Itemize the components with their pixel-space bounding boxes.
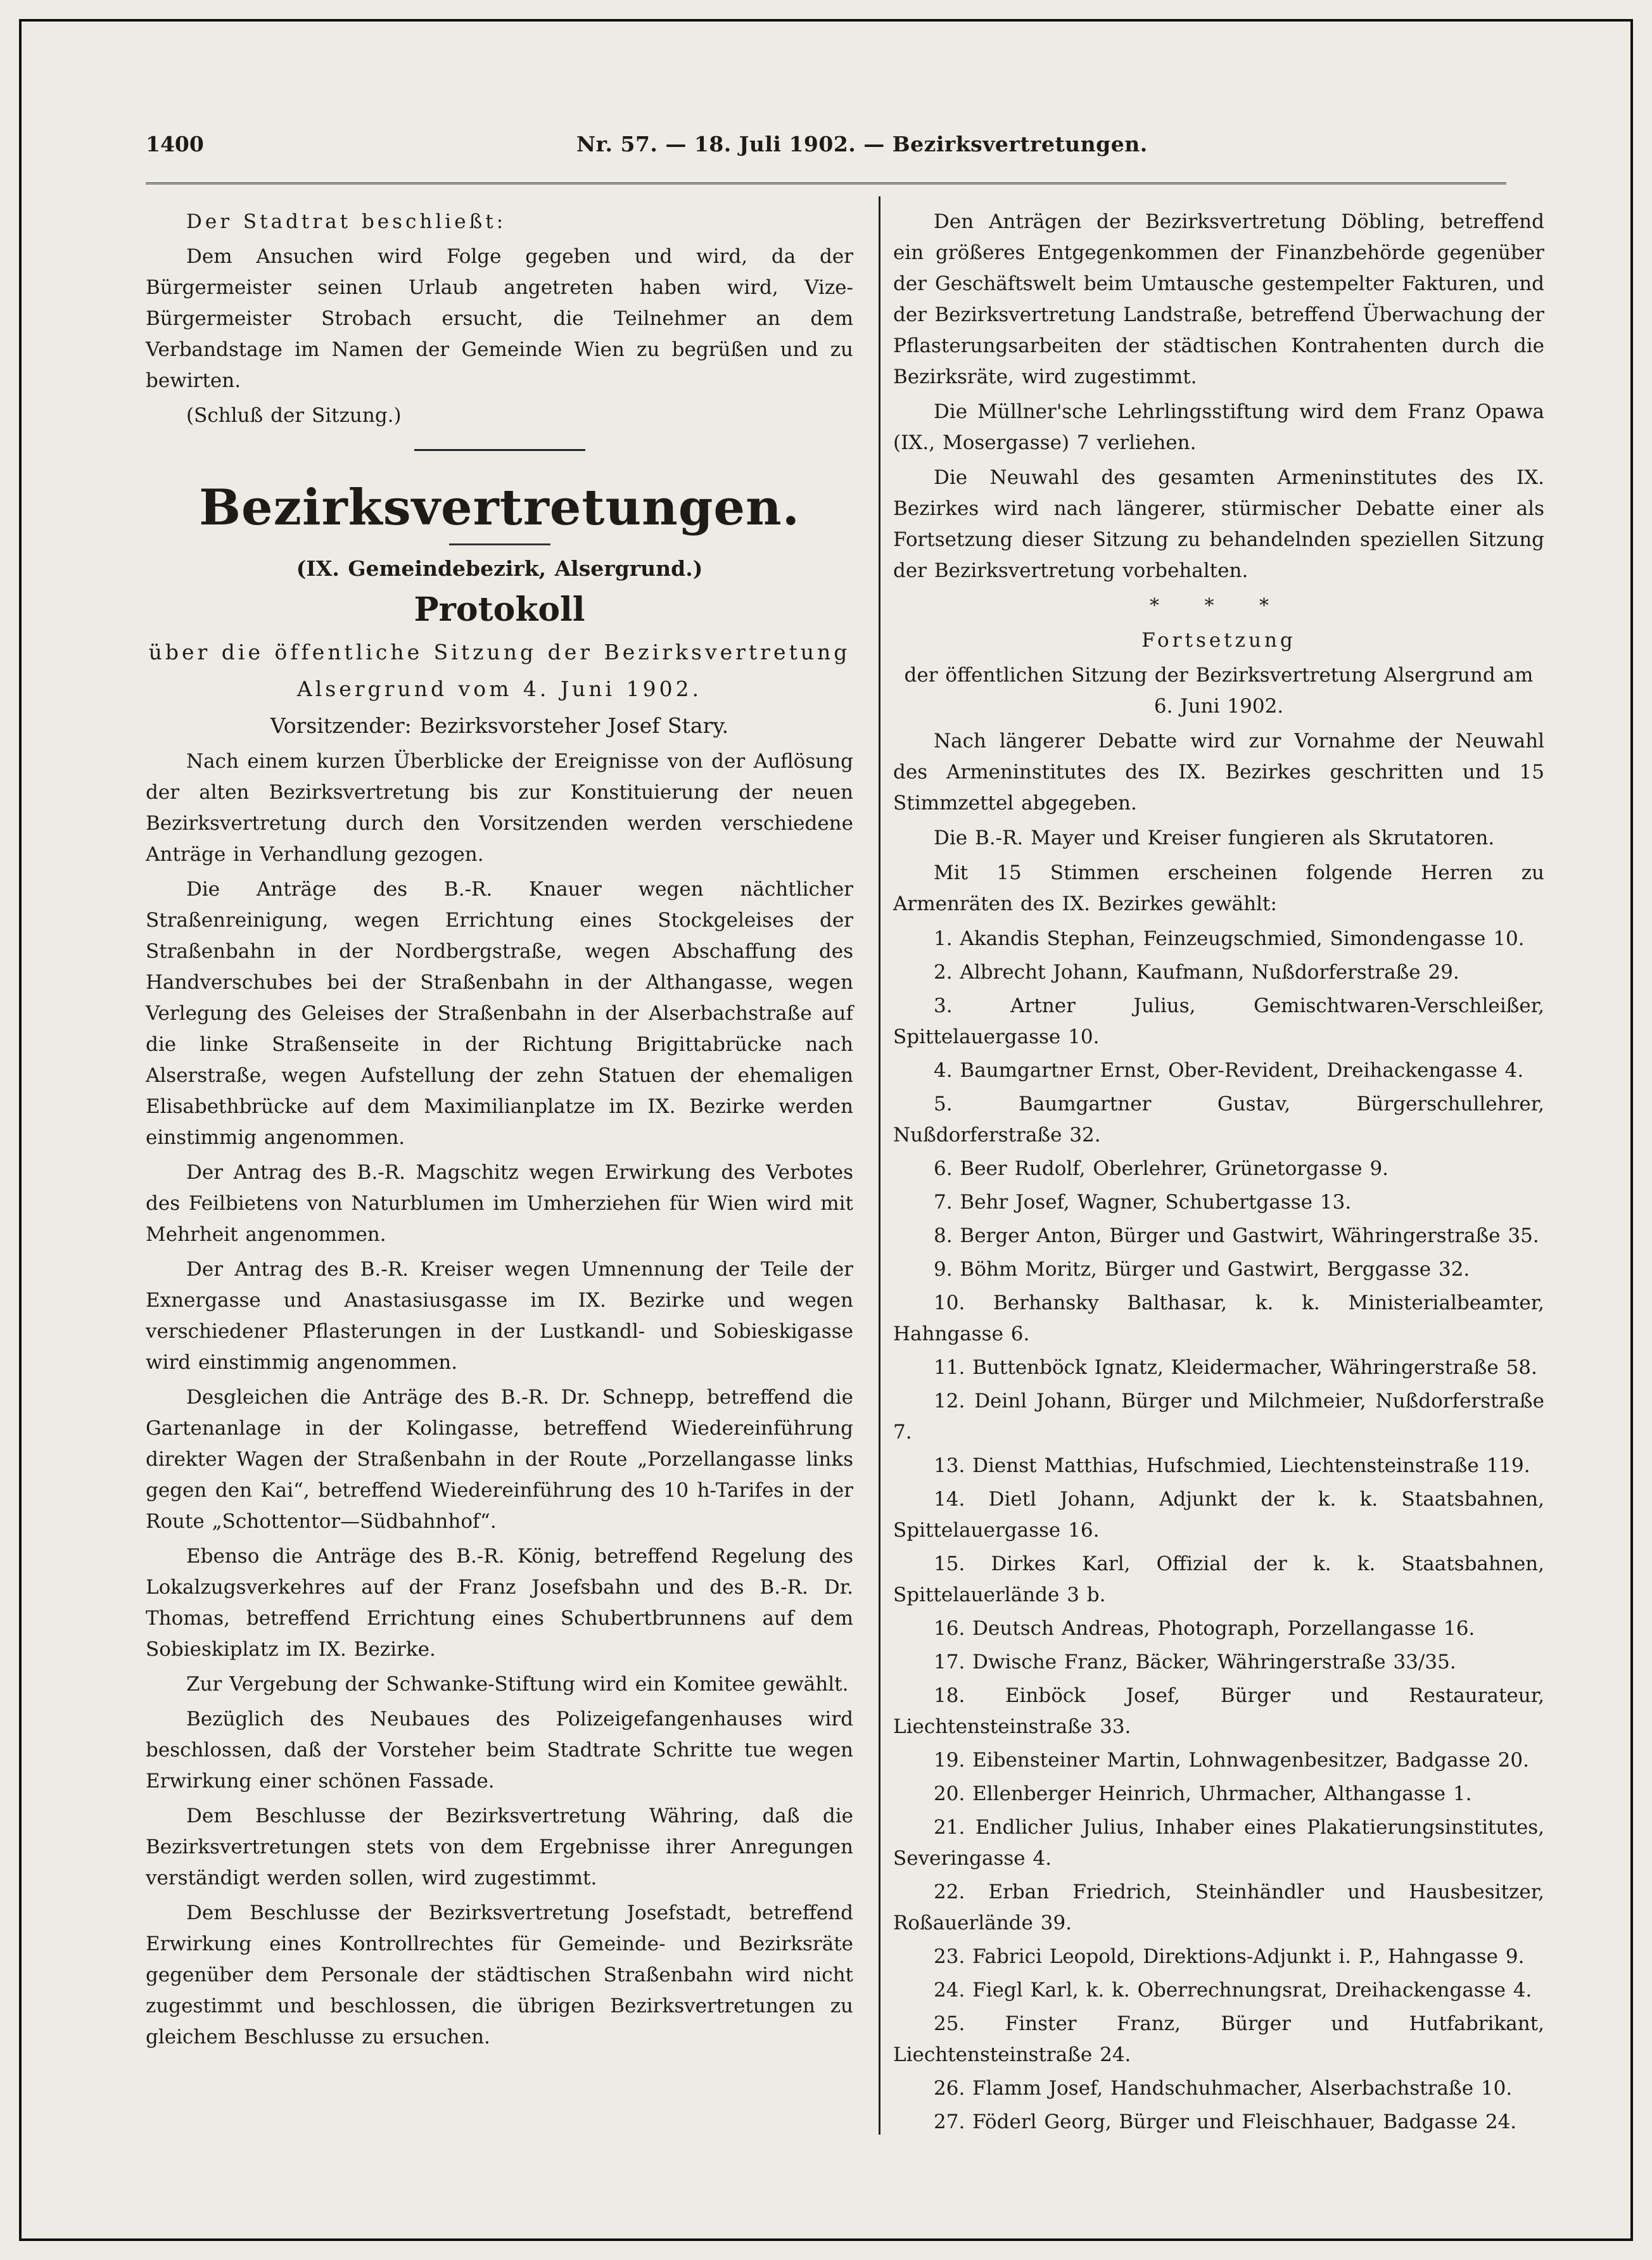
list-item: 18. Einböck Josef, Bürger und Restaurateur, Liechtensteinstraße 33. xyxy=(893,1684,1544,1738)
paragraph: Nach einem kurzen Überblicke der Ereignisse von der Auflösung der alten Bezirksvertretung bis zur Konstituierung der neuen Bezirksvertretung durch den Vorsitzenden werden verschiedene Anträge in Verhandlung gezogen. xyxy=(146,750,853,866)
newspaper-page xyxy=(19,19,1633,2241)
section-rule xyxy=(414,449,585,451)
paragraph: Die Anträge des B.-R. Knauer wegen nächtlicher Straßenreinigung, wegen Errichtung eines Stockgeleises der Straßenbahn in der Nordbergstraße, wegen Abschaffung des Handverschubes bei der Straßenbahn in der Althangasse, wegen Verlegung des Geleises der Straßenbahn in der Alserbachstraße auf die linke Straßenseite in der Richtung Brigittabrücke nach Alserstraße, wegen Aufstellung der zehn Statuen der ehemaligen Elisabethbrücke auf dem Maximilianplatze im IX. Bezirke werden einstimmig angenommen. xyxy=(146,878,853,1149)
list-item: 25. Finster Franz, Bürger und Hutfabrikant, Liechtensteinstraße 24. xyxy=(893,2012,1544,2066)
title-rule xyxy=(449,543,550,545)
section-title: Bezirksvertretungen. xyxy=(199,479,800,536)
list-item: 7. Behr Josef, Wagner, Schubertgasse 13. xyxy=(934,1191,1352,1214)
list-item: 14. Dietl Johann, Adjunkt der k. k. Staatsbahnen, Spittelauergasse 16. xyxy=(893,1488,1544,1542)
paragraph: Die B.-R. Mayer und Kreiser fungieren als Skrutatoren. xyxy=(934,827,1495,849)
paragraph: Den Anträgen der Bezirksvertretung Döbling, betreffend ein größeres Entgegenkommen der Finanzbehörde gegenüber der Geschäftswelt beim Umtausche gestempelter Fakturen, und der Bezirksvertretung Landstraße, betreffend Überwachung der Pflasterungsarbeiten der städtischen Kontrahenten durch die Bezirksräte, wird zugestimmt. xyxy=(893,210,1544,388)
list-item: 4. Baumgartner Ernst, Ober-Revident, Dreihackengasse 4. xyxy=(934,1059,1524,1082)
paragraph: Die Neuwahl des gesamten Armeninstitutes des IX. Bezirkes wird nach längerer, stürmischer Debatte einer als Fortsetzung dieser Sitzung zu behandelnden speziellen Sitzung der Bezirksvertretung vorbehalten. xyxy=(893,466,1544,582)
list-item: 8. Berger Anton, Bürger und Gastwirt, Währingerstraße 35. xyxy=(934,1224,1539,1247)
list-item: 13. Dienst Matthias, Hufschmied, Liechtensteinstraße 119. xyxy=(934,1454,1530,1477)
list-item: 11. Buttenböck Ignatz, Kleidermacher, Währingerstraße 58. xyxy=(934,1356,1537,1379)
section-stars: * * * xyxy=(1149,595,1288,617)
list-item: 10. Berhansky Balthasar, k. k. Ministerialbeamter, Hahngasse 6. xyxy=(893,1292,1544,1345)
protokoll-heading: Protokoll xyxy=(414,590,585,629)
list-item: 16. Deutsch Andreas, Photograph, Porzellangasse 16. xyxy=(934,1617,1475,1640)
intro-line-1: über die öffentliche Sitzung der Bezirksvertretung xyxy=(148,640,851,664)
session-end: (Schluß der Sitzung.) xyxy=(186,404,402,427)
list-item: 27. Föderl Georg, Bürger und Fleischhauer, Badgasse 24. xyxy=(934,2111,1517,2133)
page-number: 1400 xyxy=(146,132,204,156)
list-item: 21. Endlicher Julius, Inhaber eines Plakatierungsinstitutes, Severingasse 4. xyxy=(893,1816,1544,1870)
running-title: Nr. 57. — 18. Juli 1902. — Bezirksvertretungen. xyxy=(576,132,1148,156)
paragraph: Der Antrag des B.-R. Magschitz wegen Erwirkung des Verbotes des Feilbietens von Naturblumen im Umherziehen für Wien wird mit Mehrheit angenommen. xyxy=(146,1161,853,1246)
list-item: 6. Beer Rudolf, Oberlehrer, Grünetorgasse 9. xyxy=(934,1157,1389,1180)
list-item: 12. Deinl Johann, Bürger und Milchmeier, Nußdorferstraße 7. xyxy=(893,1390,1544,1444)
list-item: 5. Baumgartner Gustav, Bürgerschullehrer, Nußdorferstraße 32. xyxy=(893,1093,1544,1146)
list-item: 26. Flamm Josef, Handschuhmacher, Alserbachstraße 10. xyxy=(934,2077,1513,2100)
page-header xyxy=(146,132,1506,170)
stadtrat-heading: Der Stadtrat beschließt: xyxy=(186,210,507,233)
header-rule xyxy=(146,182,1506,191)
paragraph: Der Antrag des B.-R. Kreiser wegen Umnennung der Teile der Exnergasse und Anastasiusgasse im IX. Bezirke und wegen verschiedener Pflasterungen in der Lustkandl- und Sobieskigasse wird einstimmig angenommen. xyxy=(146,1258,853,1374)
list-item: 9. Böhm Moritz, Bürger und Gastwirt, Berggasse 32. xyxy=(934,1258,1470,1281)
list-item: 22. Erban Friedrich, Steinhändler und Hausbesitzer, Roßauerlände 39. xyxy=(893,1881,1544,1934)
paragraph: Desgleichen die Anträge des B.-R. Dr. Schnepp, betreffend die Gartenanlage in der Kolingasse, betreffend Wiedereinführung direkter Wagen der Straßenbahn in der Route „Porzellangasse links gegen den Kai“, betreffend Wiedereinführung des 10 h-Tarifes in der Route „Schottentor—Südbahnhof“. xyxy=(146,1386,853,1533)
fortsetzung-heading: Fortsetzung xyxy=(1141,629,1296,652)
paragraph: Bezüglich des Neubaues des Polizeigefangenhauses wird beschlossen, daß der Vorsteher beim Stadtrate Schritte tue wegen Erwirkung einer schönen Fassade. xyxy=(146,1708,853,1793)
intro-line-2: Alsergrund vom 4. Juni 1902. xyxy=(296,676,702,701)
list-item: 1. Akandis Stephan, Feinzeugschmied, Simondengasse 10. xyxy=(934,927,1525,950)
paragraph: Ebenso die Anträge des B.-R. König, betreffend Regelung des Lokalzugsverkehres auf der Franz Josefsbahn und des B.-R. Dr. Thomas, betreffend Errichtung eines Schubertbrunnens auf dem Sobieskiplatz im IX. Bezirke. xyxy=(146,1545,853,1661)
paragraph: Nach längerer Debatte wird zur Vornahme der Neuwahl des Armeninstitutes des IX. Bezirkes geschritten und 15 Stimmzettel abgegeben. xyxy=(893,730,1544,815)
list-item: 24. Fiegl Karl, k. k. Oberrechnungsrat, Dreihackengasse 4. xyxy=(934,1979,1532,2002)
fortsetzung-subheading: der öffentlichen Sitzung der Bezirksvertretung Alsergrund am 6. Juni 1902. xyxy=(904,664,1534,718)
list-item: 23. Fabrici Leopold, Direktions-Adjunkt i. P., Hahngasse 9. xyxy=(934,1945,1525,1968)
paragraph: Dem Beschlusse der Bezirksvertretung Währing, daß die Bezirksvertretungen stets von dem Ergebnisse ihrer Anregungen verständigt werden sollen, wird zugestimmt. xyxy=(146,1805,853,1889)
stadtrat-text: Dem Ansuchen wird Folge gegeben und wird, da der Bürgermeister seinen Urlaub angetreten haben wird, Vize-Bürgermeister Strobach ersucht, die Teilnehmer an dem Verbandstage im Namen der Gemeinde Wien zu begrüßen und zu bewirten. xyxy=(146,245,853,392)
column-divider xyxy=(879,196,880,2135)
chair-line: Vorsitzender: Bezirksvorsteher Josef Stary. xyxy=(270,713,729,738)
list-item: 19. Eibensteiner Martin, Lohnwagenbesitzer, Badgasse 20. xyxy=(934,1749,1529,1772)
list-item: 15. Dirkes Karl, Offizial der k. k. Staatsbahnen, Spittelauerlände 3 b. xyxy=(893,1552,1544,1606)
armenraete-list xyxy=(893,924,1544,2138)
list-item: 17. Dwische Franz, Bäcker, Währingerstraße 33/35. xyxy=(934,1651,1456,1673)
paragraph: Zur Vergebung der Schwanke-Stiftung wird ein Komitee gewählt. xyxy=(186,1673,849,1696)
paragraph: Dem Beschlusse der Bezirksvertretung Josefstadt, betreffend Erwirkung eines Kontrollrechtes für Gemeinde- und Bezirksräte gegenüber dem Personale der städtischen Straßenbahn wird nicht zugestimmt und beschlossen, die übrigen Bezirksvertretungen zu gleichem Beschlusse zu ersuchen. xyxy=(146,1901,853,2048)
paragraph: Mit 15 Stimmen erscheinen folgende Herren zu Armenräten des IX. Bezirkes gewählt: xyxy=(893,861,1544,915)
list-item: 2. Albrecht Johann, Kaufmann, Nußdorferstraße 29. xyxy=(934,961,1459,984)
district-heading: (IX. Gemeindebezirk, Alsergrund.) xyxy=(296,556,703,581)
list-item: 20. Ellenberger Heinrich, Uhrmacher, Althangasse 1. xyxy=(934,1782,1472,1805)
list-item: 3. Artner Julius, Gemischtwaren-Verschleißer, Spittelauergasse 10. xyxy=(893,994,1544,1048)
paragraph: Die Müllner'sche Lehrlingsstiftung wird dem Franz Opawa (IX., Mosergasse) 7 verliehen. xyxy=(893,400,1544,454)
left-column xyxy=(146,206,853,2057)
right-column xyxy=(893,206,1544,2140)
